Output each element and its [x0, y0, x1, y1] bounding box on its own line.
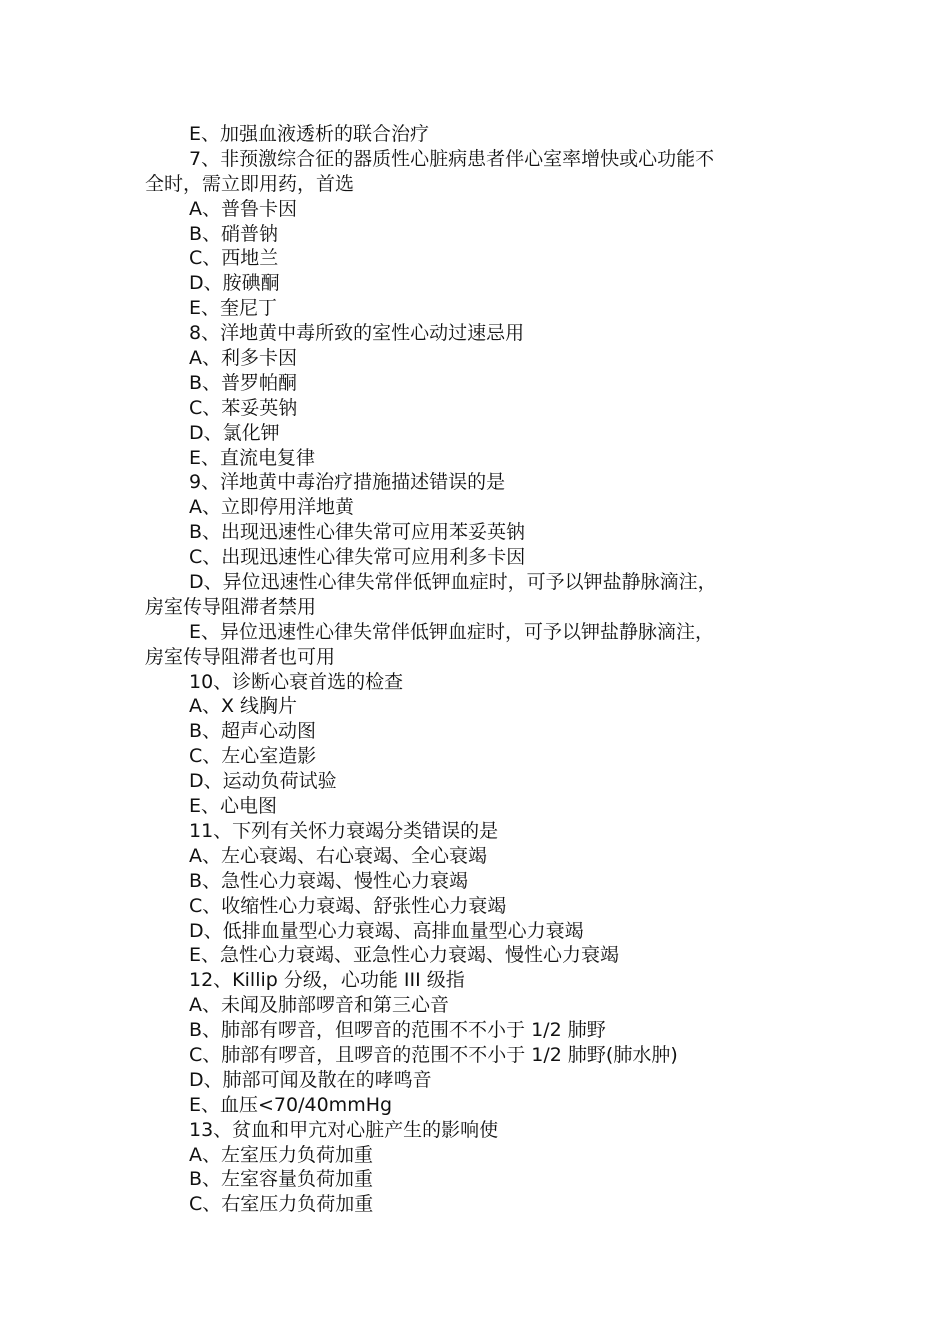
- question-10-option-c: C、左心室造影: [189, 745, 317, 768]
- question-12-option-c: C、肺部有啰音，且啰音的范围不不小于 1/2 肺野(肺水肿): [189, 1043, 678, 1066]
- question-9-option-e: E、异位迅速性心律失常伴低钾血症时，可予以钾盐静脉滴注，: [189, 620, 715, 643]
- question-7-option-c: C、西地兰: [189, 247, 279, 270]
- document-body: [145, 122, 809, 1217]
- question-10-option-a: A、X 线胸片: [189, 695, 298, 718]
- question-8-stem: 8、洋地黄中毒所致的室性心动过速忌用: [189, 322, 525, 345]
- question-13-option-a: A、左室压力负荷加重: [189, 1143, 373, 1166]
- question-7-option-d: D、胺碘酮: [189, 272, 280, 295]
- question-10-option-d: D、运动负荷试验: [189, 770, 337, 793]
- question-12-option-d: D、肺部可闻及散在的哮鸣音: [189, 1068, 432, 1091]
- question-9-option-d-continued: 房室传导阻滞者禁用: [145, 595, 317, 618]
- question-7-option-b: B、硝普钠: [189, 222, 279, 245]
- question-9-option-e-continued: 房室传导阻滞者也可用: [145, 645, 336, 668]
- question-13-option-c: C、右室压力负荷加重: [189, 1193, 374, 1216]
- question-11-option-a: A、左心衰竭、右心衰竭、全心衰竭: [189, 844, 487, 867]
- question-12-stem: 12、Killip 分级，心功能 III 级指: [189, 969, 465, 992]
- question-11-stem: 11、下列有关怀力衰竭分类错误的是: [189, 819, 499, 842]
- question-7-option-e: E、奎尼丁: [189, 297, 278, 320]
- question-13-option-b: B、左室容量负荷加重: [189, 1168, 374, 1191]
- question-8-option-d: D、氯化钾: [189, 421, 280, 444]
- question-8-option-a: A、利多卡因: [189, 347, 297, 370]
- question-10-stem: 10、诊断心衰首选的检查: [189, 670, 404, 693]
- question-9-option-c: C、出现迅速性心律失常可应用利多卡因: [189, 546, 526, 569]
- question-13-stem: 13、贫血和甲亢对心脏产生的影响使: [189, 1118, 499, 1141]
- question-10-option-e: E、心电图: [189, 795, 278, 818]
- question-11-option-c: C、收缩性心力衰竭、舒张性心力衰竭: [189, 894, 507, 917]
- question-10-option-b: B、超声心动图: [189, 720, 317, 743]
- question-7-stem-continued: 全时，需立即用药，首选: [145, 172, 355, 195]
- question-9-option-b: B、出现迅速性心律失常可应用苯妥英钠: [189, 521, 526, 544]
- question-9-option-a: A、立即停用洋地黄: [189, 496, 354, 519]
- question-12-option-e: E、血压<70/40mmHg: [189, 1093, 393, 1116]
- question-8-option-e: E、直流电复律: [189, 446, 316, 469]
- question-9-stem: 9、洋地黄中毒治疗措施描述错误的是: [189, 471, 506, 494]
- question-8-option-b: B、普罗帕酮: [189, 371, 298, 394]
- question-9-option-d: D、异位迅速性心律失常伴低钾血症时，可予以钾盐静脉滴注，: [189, 571, 717, 594]
- question-7-option-a: A、普鲁卡因: [189, 197, 297, 220]
- text-line: E、加强血液透析的联合治疗: [189, 123, 430, 145]
- question-7-stem: 7、非预激综合征的器质性心脏病患者伴心室率增快或心功能不: [189, 147, 715, 170]
- question-11-option-d: D、低排血量型心力衰竭、高排血量型心力衰竭: [189, 919, 584, 942]
- question-11-option-b: B、急性心力衰竭、慢性心力衰竭: [189, 869, 469, 892]
- question-8-option-c: C、苯妥英钠: [189, 396, 298, 419]
- question-12-option-a: A、未闻及肺部啰音和第三心音: [189, 994, 449, 1017]
- question-12-option-b: B、肺部有啰音，但啰音的范围不不小于 1/2 肺野: [189, 1019, 606, 1042]
- question-11-option-e: E、急性心力衰竭、亚急性心力衰竭、慢性心力衰竭: [189, 944, 620, 967]
